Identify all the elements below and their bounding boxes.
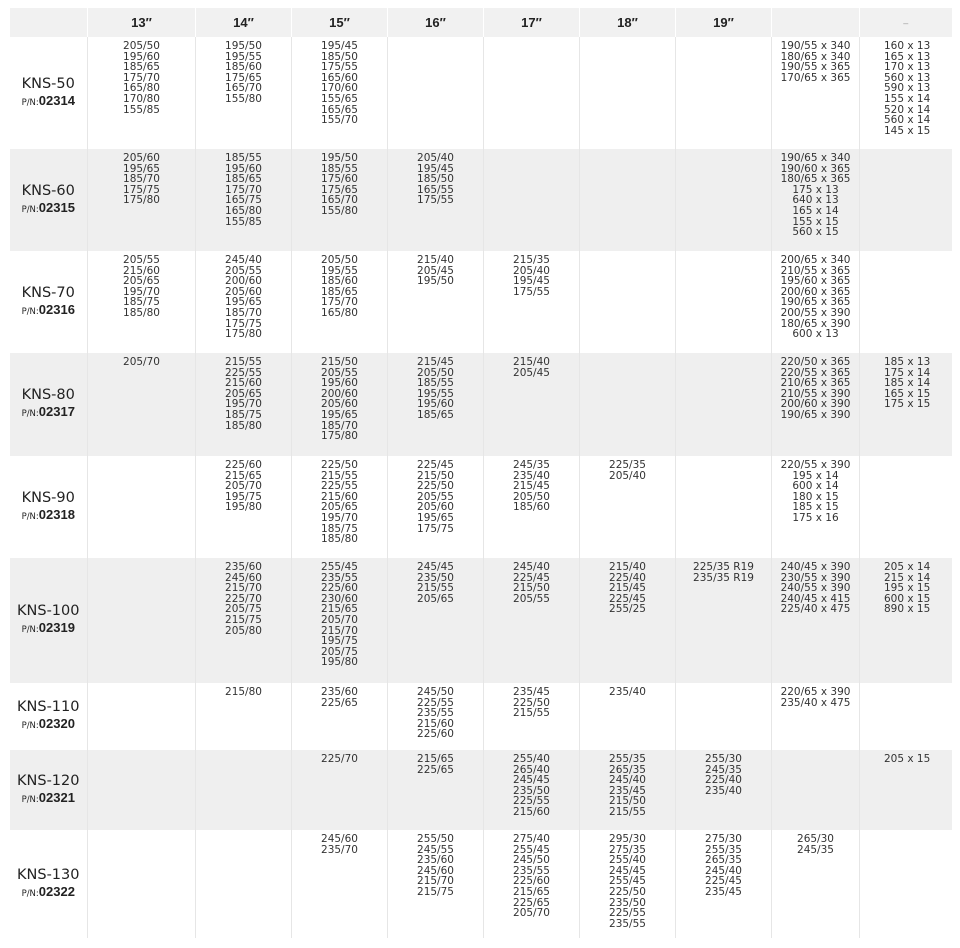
size-cell <box>772 37 860 149</box>
model-cell <box>10 456 88 558</box>
table-row <box>10 37 952 149</box>
size-list: 215/40 225/40 215/45 225/45 255/25 <box>609 561 646 616</box>
size-list: 225/50 215/55 225/55 215/60 205/65 195/70 185/75 185/80 <box>321 459 358 546</box>
size-list: 190/65 x 340 190/60 x 365 180/65 x 365 175 x 13 640 x 13 165 x 14 155 x 15 560 x 15 <box>780 152 851 239</box>
size-cell <box>580 830 676 938</box>
size-cell <box>292 149 388 251</box>
size-cell <box>860 149 952 251</box>
header-other-sizes <box>772 8 860 37</box>
part-number-prefix: P/N: <box>21 721 39 731</box>
size-list: 195/50 195/55 185/60 175/65 165/70 155/80 <box>225 40 262 105</box>
size-cell <box>484 456 580 558</box>
size-cell <box>388 456 484 558</box>
size-cell <box>196 149 292 251</box>
size-list: 215/80 <box>225 686 262 698</box>
header-18-inch: 18″ <box>580 8 676 37</box>
size-list: 235/60 245/60 215/70 225/70 205/75 215/75 205/80 <box>225 561 262 637</box>
size-list: 235/45 225/50 215/55 <box>513 686 550 720</box>
part-number-value: 02319 <box>38 620 75 635</box>
size-list: 245/40 205/55 200/60 205/60 195/65 185/70 175/75 175/80 <box>225 254 262 341</box>
size-list: 185 x 13 175 x 14 185 x 14 165 x 15 175 x 15 <box>884 356 931 411</box>
size-cell <box>676 37 772 149</box>
size-list: 245/50 225/55 235/55 215/60 225/60 <box>417 686 454 741</box>
size-list: 255/50 245/55 235/60 245/60 215/70 215/75 <box>417 833 454 898</box>
size-cell <box>388 558 484 683</box>
part-number <box>10 790 88 808</box>
part-number <box>10 302 88 320</box>
size-cell <box>580 558 676 683</box>
size-list: 205/50 195/55 185/60 185/65 175/70 165/80 <box>321 254 358 319</box>
size-cell <box>772 149 860 251</box>
model-cell <box>10 830 88 938</box>
size-cell <box>484 353 580 456</box>
size-cell <box>388 683 484 750</box>
size-cell <box>580 683 676 750</box>
size-list: 205/50 195/60 185/65 175/70 165/80 170/80 155/85 <box>123 40 160 116</box>
model-name: KNS-60 <box>21 182 75 199</box>
model-name: KNS-100 <box>17 603 80 619</box>
part-number <box>10 884 88 902</box>
size-cell <box>88 683 196 750</box>
size-list: 215/65 225/65 <box>417 753 454 776</box>
size-cell <box>88 750 196 830</box>
part-number-value: 02318 <box>38 506 75 522</box>
size-cell <box>772 456 860 558</box>
size-cell <box>88 37 196 149</box>
header-14-inch: 14″ <box>196 8 292 37</box>
size-cell <box>88 149 196 251</box>
size-list: 225/35 205/40 <box>609 459 646 482</box>
size-cell <box>388 251 484 353</box>
size-list: 295/30 275/35 255/40 245/45 255/45 225/50 235/50 225/55 235/55 <box>609 833 646 930</box>
size-list: 215/55 225/55 215/60 205/65 195/70 185/75 185/80 <box>225 356 262 432</box>
part-number <box>10 620 88 638</box>
part-number-value: 02321 <box>38 789 75 805</box>
header-13-inch: 13″ <box>88 8 196 37</box>
size-cell <box>860 37 952 149</box>
size-cell <box>580 750 676 830</box>
size-list: 215/40 205/45 195/50 <box>417 254 454 288</box>
part-number-value: 02314 <box>38 92 75 108</box>
table-row <box>10 683 952 750</box>
model-cell <box>10 683 88 750</box>
part-number-prefix: P/N: <box>21 204 39 215</box>
size-cell <box>860 456 952 558</box>
header-15-inch: 15″ <box>292 8 388 37</box>
model-name: KNS-50 <box>21 75 75 92</box>
size-list: 255/45 235/55 225/60 230/60 215/65 205/70 215/70 195/75 205/75 195/80 <box>321 561 358 669</box>
size-cell <box>196 353 292 456</box>
size-cell <box>292 750 388 830</box>
size-cell <box>196 37 292 149</box>
header-19-inch: 19″ <box>676 8 772 37</box>
size-list: 195/50 185/55 175/60 175/65 165/70 155/80 <box>321 152 358 217</box>
size-cell <box>772 558 860 683</box>
size-cell <box>292 683 388 750</box>
table-row <box>10 830 952 938</box>
size-cell <box>580 353 676 456</box>
size-list: 245/45 235/50 215/55 205/65 <box>417 561 454 605</box>
part-number <box>10 507 88 525</box>
size-list: 265/30 245/35 <box>797 833 834 856</box>
model-name: KNS-70 <box>21 284 75 301</box>
size-cell <box>580 37 676 149</box>
size-cell <box>772 683 860 750</box>
part-number <box>10 716 88 734</box>
size-cell <box>292 456 388 558</box>
part-number <box>10 404 88 422</box>
size-cell <box>676 830 772 938</box>
size-list: 235/40 <box>609 686 646 698</box>
size-cell <box>860 353 952 456</box>
header-model-column <box>10 8 88 37</box>
table-row <box>10 149 952 251</box>
size-cell <box>676 456 772 558</box>
size-cell <box>292 353 388 456</box>
size-list: 215/45 205/50 185/55 195/55 195/60 185/65 <box>417 356 454 421</box>
part-number-value: 02320 <box>38 716 75 731</box>
size-cell <box>88 251 196 353</box>
size-cell <box>676 353 772 456</box>
size-list: 245/40 225/45 215/50 205/55 <box>513 561 550 605</box>
size-cell <box>196 558 292 683</box>
size-list: 225/35 R19 235/35 R19 <box>693 561 754 584</box>
size-cell <box>88 558 196 683</box>
size-cell <box>196 456 292 558</box>
size-list: 255/30 245/35 225/40 235/40 <box>705 753 742 797</box>
size-cell <box>580 149 676 251</box>
size-cell <box>676 251 772 353</box>
size-list: 215/40 205/45 <box>513 356 550 379</box>
model-name: KNS-130 <box>17 866 80 883</box>
size-cell <box>196 830 292 938</box>
size-cell <box>484 149 580 251</box>
size-cell <box>860 558 952 683</box>
part-number-prefix: P/N: <box>21 511 39 522</box>
size-list: 215/35 205/40 195/45 175/55 <box>513 254 550 298</box>
table-row <box>10 750 952 830</box>
size-cell <box>292 558 388 683</box>
size-cell <box>196 750 292 830</box>
size-cell <box>772 251 860 353</box>
size-cell <box>676 558 772 683</box>
size-list: 205/55 215/60 205/65 195/70 185/75 185/80 <box>123 254 160 319</box>
size-list: 220/50 x 365 220/55 x 365 210/65 x 365 210/55 x 390 200/60 x 390 190/65 x 390 <box>780 356 851 421</box>
model-name: KNS-110 <box>17 699 80 715</box>
size-list: 195/45 185/50 175/55 165/60 170/60 155/65 165/65 155/70 <box>321 40 358 127</box>
size-list: 245/60 235/70 <box>321 833 358 856</box>
size-list: 215/50 205/55 195/60 200/60 205/60 195/65 185/70 175/80 <box>321 356 358 443</box>
model-name: KNS-80 <box>21 387 75 403</box>
size-list: 205 x 14 215 x 14 195 x 15 600 x 15 890 x 15 <box>884 561 931 616</box>
size-list: 235/60 225/65 <box>321 686 358 709</box>
size-list: 185/55 195/60 185/65 175/70 165/75 165/80 155/85 <box>225 152 262 228</box>
size-cell <box>676 149 772 251</box>
part-number-value: 02316 <box>38 301 75 317</box>
size-cell <box>388 750 484 830</box>
size-list: 225/70 <box>321 753 358 765</box>
size-list: 200/65 x 340 210/55 x 365 195/60 x 365 200/60 x 365 190/65 x 365 200/55 x 390 180/65 x 390 600 x 13 <box>780 254 851 341</box>
part-number-value: 02315 <box>38 199 75 215</box>
size-cell <box>388 353 484 456</box>
table-row <box>10 456 952 558</box>
size-list: 240/45 x 390 230/55 x 390 240/55 x 390 240/45 x 415 225/40 x 475 <box>780 561 851 616</box>
table-row <box>10 251 952 353</box>
size-cell <box>88 830 196 938</box>
size-list: 225/60 215/65 205/70 195/75 195/80 <box>225 459 262 514</box>
size-cell <box>772 750 860 830</box>
model-cell <box>10 750 88 830</box>
size-cell <box>388 830 484 938</box>
model-name: KNS-90 <box>21 489 75 506</box>
size-cell <box>484 558 580 683</box>
size-list: 220/55 x 390 195 x 14 600 x 14 180 x 15 185 x 15 175 x 16 <box>780 459 851 524</box>
size-cell <box>88 353 196 456</box>
part-number-prefix: P/N: <box>21 888 39 899</box>
part-number-prefix: P/N: <box>21 97 39 108</box>
part-number-prefix: P/N: <box>21 306 39 317</box>
size-list: 160 x 13 165 x 13 170 x 13 560 x 13 590 x 13 155 x 14 520 x 14 560 x 14 145 x 15 <box>884 40 931 137</box>
part-number <box>10 200 88 218</box>
size-cell <box>292 251 388 353</box>
size-list: 205 x 15 <box>884 753 931 765</box>
size-list: 205/60 195/65 185/70 175/75 175/80 <box>123 152 160 207</box>
part-number <box>10 93 88 111</box>
model-cell <box>10 251 88 353</box>
header-17-inch: 17″ <box>484 8 580 37</box>
size-cell <box>860 830 952 938</box>
size-cell <box>860 750 952 830</box>
table-row <box>10 558 952 683</box>
size-list: 275/40 255/45 245/50 235/55 225/60 215/65 225/65 205/70 <box>513 833 550 920</box>
part-number-prefix: P/N: <box>21 625 39 635</box>
model-cell <box>10 149 88 251</box>
size-cell <box>676 750 772 830</box>
table-row <box>10 353 952 456</box>
part-number-prefix: P/N: <box>21 409 39 419</box>
size-list: 225/45 215/50 225/50 205/55 205/60 195/65 175/75 <box>417 459 454 535</box>
tire-size-table <box>9 8 952 938</box>
size-cell <box>676 683 772 750</box>
size-list: 190/55 x 340 180/65 x 340 190/55 x 365 170/65 x 365 <box>780 40 851 84</box>
size-cell <box>484 251 580 353</box>
size-cell <box>196 251 292 353</box>
size-cell <box>484 37 580 149</box>
header-16-inch: 16″ <box>388 8 484 37</box>
size-cell <box>484 683 580 750</box>
model-name: KNS-120 <box>17 772 80 789</box>
size-cell <box>860 251 952 353</box>
size-cell <box>292 830 388 938</box>
size-list: 245/35 235/40 215/45 205/50 185/60 <box>513 459 550 514</box>
header-row <box>10 8 952 37</box>
size-list: 220/65 x 390 235/40 x 475 <box>780 686 851 709</box>
size-cell <box>292 37 388 149</box>
model-cell <box>10 558 88 683</box>
model-cell <box>10 37 88 149</box>
size-cell <box>484 750 580 830</box>
part-number-value: 02322 <box>38 883 75 899</box>
size-cell <box>388 37 484 149</box>
size-cell <box>772 353 860 456</box>
size-list: 205/40 195/45 185/50 165/55 175/55 <box>417 152 454 207</box>
size-cell <box>196 683 292 750</box>
size-cell <box>388 149 484 251</box>
size-cell <box>580 251 676 353</box>
size-list: 275/30 255/35 265/35 245/40 225/45 235/45 <box>705 833 742 898</box>
size-list: 255/35 265/35 245/40 235/45 215/50 215/55 <box>609 753 646 818</box>
size-cell <box>484 830 580 938</box>
size-cell <box>88 456 196 558</box>
model-cell <box>10 353 88 456</box>
size-list: 255/40 265/40 245/45 235/50 225/55 215/60 <box>513 753 550 818</box>
part-number-value: 02317 <box>38 404 75 419</box>
table-body <box>10 37 952 938</box>
part-number-prefix: P/N: <box>21 794 39 805</box>
size-cell <box>860 683 952 750</box>
size-cell <box>772 830 860 938</box>
header-extra-sizes: – <box>860 8 952 37</box>
size-cell <box>580 456 676 558</box>
size-list: 205/70 <box>123 356 160 368</box>
